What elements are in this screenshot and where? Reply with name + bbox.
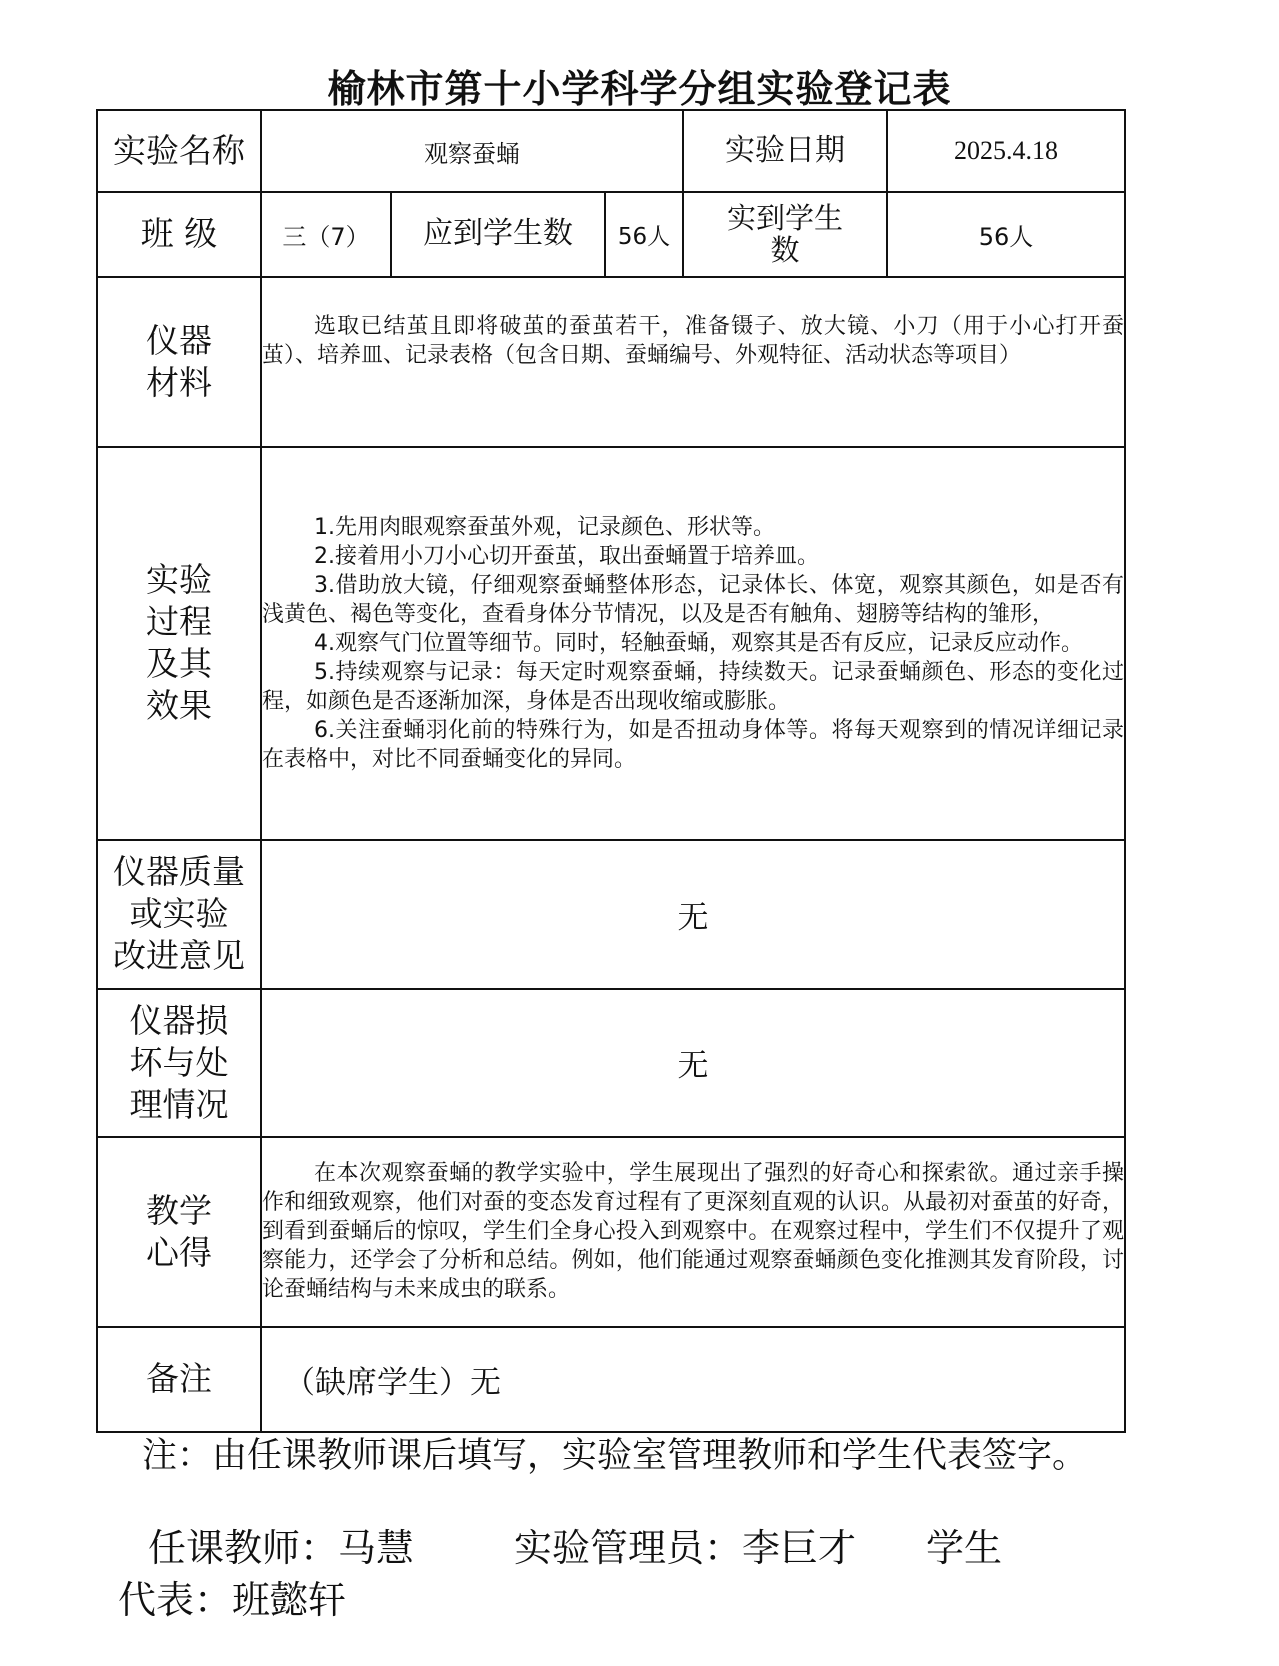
process-step-5: 5.持续观察与记录：每天定时观察蚕蛹，持续数天。记录蚕蛹颜色、形态的变化过程，如颜色是否逐渐加深，身体是否出现收缩或膨胀。 bbox=[262, 659, 1125, 714]
expected-students-value: 56人 bbox=[605, 192, 683, 276]
quality-value: 无 bbox=[261, 840, 1125, 990]
instruments-label-line1: 仪器 bbox=[146, 320, 212, 360]
process-value bbox=[261, 447, 1125, 839]
remarks-value: （缺席学生）无 bbox=[261, 1327, 1125, 1432]
process-label-line3: 及其 bbox=[146, 644, 212, 684]
actual-students-value: 56人 bbox=[887, 192, 1125, 276]
instruments-label-line2: 材料 bbox=[146, 362, 212, 402]
experiment-date-value: 2025.4.18 bbox=[887, 110, 1125, 192]
footer-note-text: 注：由任课教师课后填写，实验室管理教师和学生代表签字。 bbox=[142, 1436, 1088, 1476]
registration-form-table bbox=[96, 109, 1126, 1433]
experiment-name-value: 观察蚕蛹 bbox=[261, 110, 683, 192]
row-process bbox=[97, 447, 1125, 839]
instruments-label bbox=[97, 277, 261, 448]
instruments-text: 选取已结茧且即将破茧的蚕茧若干，准备镊子、放大镜、小刀（用于小心打开蚕茧）、培养皿、记录表格（包含日期、蚕蛹编号、外观特征、活动状态等项目） bbox=[262, 313, 1125, 368]
remarks-label: 备注 bbox=[97, 1327, 261, 1432]
process-label-line1: 实验 bbox=[146, 560, 212, 600]
process-step-6: 6.关注蚕蛹羽化前的特殊行为，如是否扭动身体等。将每天观察到的情况详细记录在表格中，对比不同蚕蛹变化的异同。 bbox=[262, 717, 1125, 772]
row-reflection bbox=[97, 1137, 1125, 1327]
damage-label-line3: 理情况 bbox=[129, 1084, 229, 1124]
row-quality bbox=[97, 840, 1125, 990]
form-title: 榆林市第十小学科学分组实验登记表 bbox=[327, 67, 952, 111]
reflection-label-line2: 心得 bbox=[146, 1232, 212, 1272]
signature-block bbox=[118, 1522, 1188, 1626]
reflection-text: 在本次观察蚕蛹的教学实验中，学生展现出了强烈的好奇心和探索欲。通过亲手操作和细致观察，他们对蚕的变态发育过程有了更深刻直观的认识。从最初对蚕茧的好奇，到看到蚕蛹后的惊叹，学生们全身心投入到观察中。在观察过程中，学生们不仅提升了观察能力，还学会了分析和总结。例如，他们能通过观察蚕蛹颜色变化推测其发育阶段，讨论蚕蛹结构与未来成虫的联系。 bbox=[262, 1161, 1125, 1303]
reflection-value bbox=[261, 1137, 1125, 1327]
row-experiment-name bbox=[97, 110, 1125, 192]
damage-label-line1: 仪器损 bbox=[129, 1000, 229, 1040]
process-step-1: 1.先用肉眼观察蚕茧外观，记录颜色、形状等。 bbox=[314, 514, 775, 540]
expected-students-label: 应到学生数 bbox=[391, 192, 605, 276]
footer-note bbox=[118, 1434, 1178, 1478]
signature-line bbox=[118, 1522, 1188, 1574]
row-remarks bbox=[97, 1327, 1125, 1432]
process-step-4: 4.观察气门位置等细节。同时，轻触蚕蛹，观察其是否有反应，记录反应动作。 bbox=[314, 630, 1083, 656]
instruments-value bbox=[261, 277, 1125, 448]
quality-label bbox=[97, 840, 261, 990]
process-label-line2: 过程 bbox=[146, 602, 212, 642]
process-label-line4: 效果 bbox=[146, 686, 212, 726]
actual-students-label-text: 实到学生数 bbox=[727, 201, 844, 268]
damage-value: 无 bbox=[261, 989, 1125, 1137]
row-instruments bbox=[97, 277, 1125, 448]
teacher-signature: 任课教师：马慧 bbox=[148, 1526, 415, 1570]
row-damage bbox=[97, 989, 1125, 1137]
process-step-3: 3.借助放大镜，仔细观察蚕蛹整体形态，记录体长、体宽，观察其颜色，如是否有浅黄色、褐色等变化，查看身体分节情况，以及是否有触角、翅膀等结构的雏形， bbox=[262, 572, 1125, 627]
student-rep-label-part1: 学生 bbox=[926, 1526, 1003, 1570]
class-value: 三（7） bbox=[261, 192, 391, 276]
reflection-label bbox=[97, 1137, 261, 1327]
experiment-name-label: 实验名称 bbox=[97, 110, 261, 192]
class-label: 班 级 bbox=[97, 192, 261, 276]
quality-label-line2: 或实验 bbox=[129, 894, 229, 934]
damage-label-line2: 坏与处 bbox=[129, 1042, 229, 1082]
actual-students-label bbox=[683, 192, 887, 276]
lab-admin-signature: 实验管理员：李巨才 bbox=[514, 1526, 857, 1570]
process-label bbox=[97, 447, 261, 839]
quality-label-line1: 仪器质量 bbox=[113, 852, 245, 892]
experiment-date-label: 实验日期 bbox=[683, 110, 887, 192]
quality-label-line3: 改进意见 bbox=[113, 936, 245, 976]
damage-label bbox=[97, 989, 261, 1137]
row-class bbox=[97, 192, 1125, 276]
process-step-2: 2.接着用小刀小心切开蚕茧，取出蚕蛹置于培养皿。 bbox=[314, 543, 819, 569]
reflection-label-line1: 教学 bbox=[146, 1190, 212, 1230]
student-rep-signature: 代表：班懿轩 bbox=[118, 1578, 347, 1622]
